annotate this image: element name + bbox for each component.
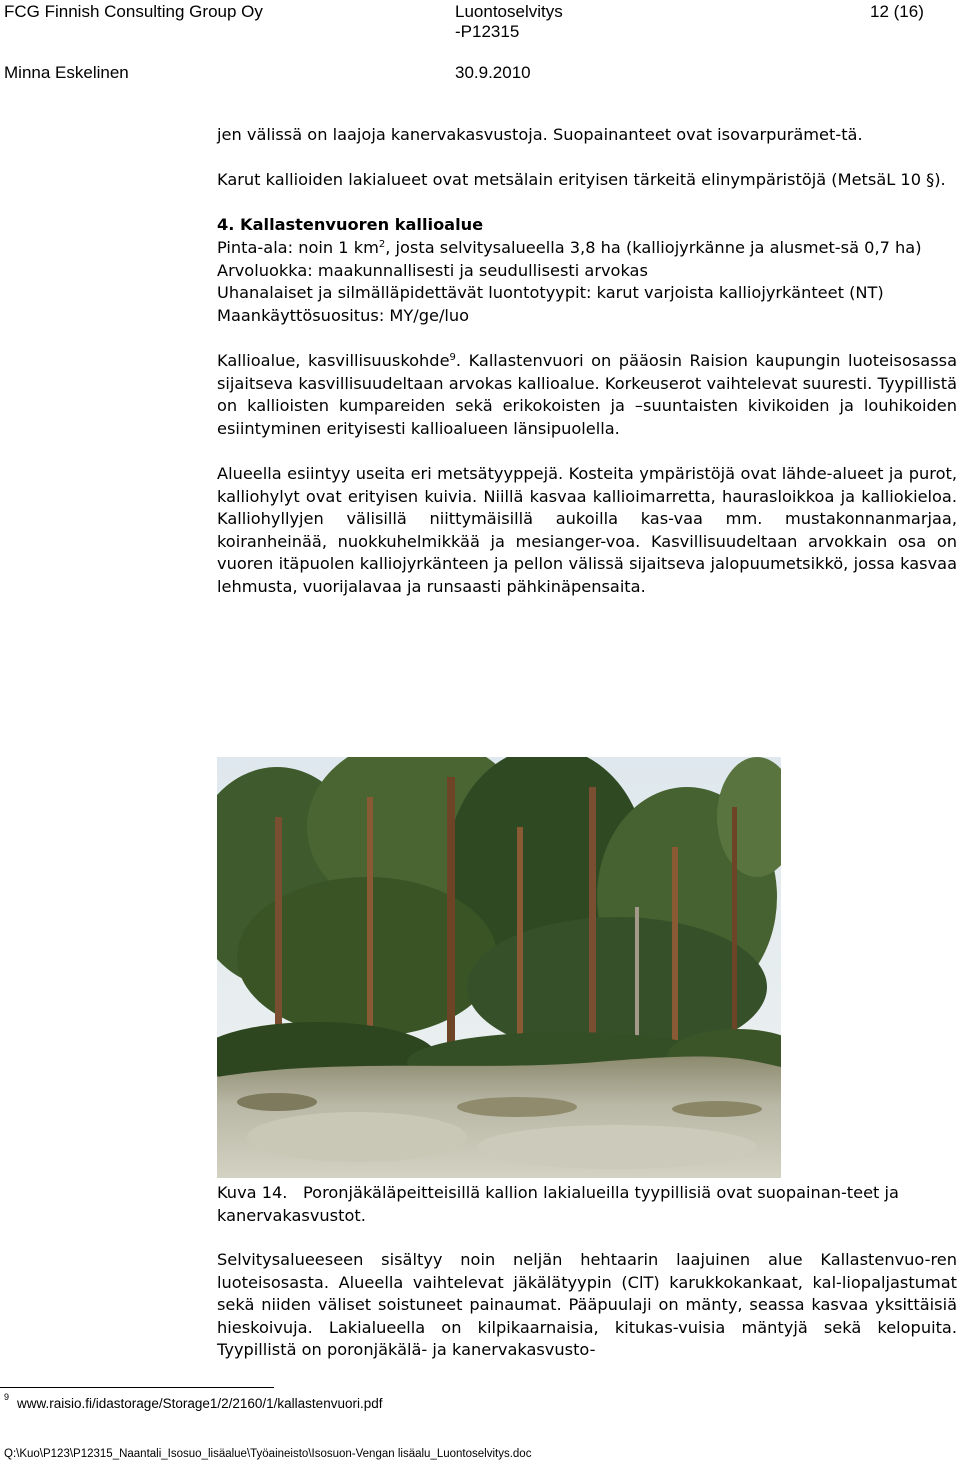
footnote-number: 9 xyxy=(4,1392,10,1402)
footer-file-path: Q:\Kuo\P123\P12315_Naantali_Isosuo_lisäalue\Työaineisto\Isosuon-Vengan lisäalu_Luontoselvitys.doc xyxy=(4,1448,532,1460)
footnote-reference: 9 xyxy=(449,351,456,363)
body-upper xyxy=(217,124,957,598)
paragraph-5: Selvitysalueeseen sisältyy noin neljän hehtaarin laajuinen alue Kallastenvuo-ren luoteisosasta. Alueella vaihtelevat jäkälätyypin (ClT) karukkokankaat, kal-liopaljastumat sekä niiden väliset soistuneet painaumat. Pääpuulaji on mänty, seassa kasvaa yksittäisiä hieskoivuja. Lakialueella on kilpikaarnaisia, kitukas-vuisia mäntyjä sekä kelopuita. Tyypillistä on poronjäkälä- ja kanervakasvusto- xyxy=(217,1250,957,1360)
threatened-habitats-line: Uhanalaiset ja silmälläpidettävät luontotyypit: karut varjoista kalliojyrkänteet (NT) xyxy=(217,283,884,303)
paragraph-3-start: Kallioalue, kasvillisuuskohde xyxy=(217,350,450,370)
body-lower xyxy=(217,1249,957,1362)
area-superscript: 2 xyxy=(378,238,386,250)
figure-caption xyxy=(217,1181,957,1227)
area-line xyxy=(217,237,957,260)
footnote-separator xyxy=(0,1387,274,1388)
figure-label: Kuva 14. xyxy=(217,1183,288,1202)
author-name: Minna Eskelinen xyxy=(4,63,129,82)
company-name: FCG Finnish Consulting Group Oy xyxy=(4,2,263,21)
footnote-link[interactable]: www.raisio.fi/idastorage/Storage1/2/2160/1/kallastenvuori.pdf xyxy=(17,1396,383,1411)
forest-photo xyxy=(217,757,781,1178)
page-number: 12 (16) xyxy=(870,2,924,21)
paragraph-1: jen välissä on laajoja kanervakasvustoja. Suopainanteet ovat isovarpurämet-tä. xyxy=(217,125,863,144)
figure-caption-text: Poronjäkäläpeitteisillä kallion lakialueilla tyypillisiä ovat suopainan-teet ja kanervakasvustot. xyxy=(217,1183,899,1225)
land-use-line: Maankäyttösuositus: MY/ge/luo xyxy=(217,305,470,325)
value-class-line: Arvoluokka: maakunnallisesti ja seudullisesti arvokas xyxy=(217,260,648,280)
paragraph-2: Karut kallioiden lakialueet ovat metsälain erityisen tärkeitä elinympäristöjä (MetsäL 10 §). xyxy=(217,170,946,190)
paragraph-3-rest: . Kallastenvuori on pääosin Raision kaupungin luoteisosassa sijaitseva kasvillisuudeltaan arvokas kallioalue. Korkeuserot vaihtelevat suuresti. Tyypillistä on kallioisten kumpareiden sekä erikokoisten ja –suuntaisten kivikoiden ja louhikoiden esiintyminen erityisesti kallioalueen länsipuolella. xyxy=(217,350,957,438)
footnote xyxy=(4,1392,383,1411)
area-text-rest: , josta selvitysalueella 3,8 ha (kalliojyrkänne ja alusmet-sä 0,7 ha) xyxy=(385,237,922,257)
document-title: Luontoselvitys xyxy=(455,2,563,21)
paragraph-4: Alueella esiintyy useita eri metsätyyppejä. Kosteita ympäristöjä ovat lähde-alueet ja purot, kalliohylyt ovat erityisen kuivia. Niillä kasvaa kallioimarretta, haurasloikkoa ja kalliokieloa. Kalliohyllyjen välisillä niittymäisillä aukoilla kas-vaa mm. mustakonnanmarjaa, koiranheinää, nuokkuhelmikkää ja mesianger-voa. Kasvillisuudeltaan arvokkain osa on vuoren itäpuolen kalliojyrkänteen ja pellon välissä sijaitseva jalopuumetsikkö, jossa kasvaa lehmusta, vuorijalavaa ja runsaasti pähkinäpensaita. xyxy=(217,463,957,596)
document-date: 30.9.2010 xyxy=(455,63,531,82)
paragraph-3 xyxy=(217,350,957,440)
project-code: -P12315 xyxy=(455,22,520,41)
section-heading: 4. Kallastenvuoren kallioalue xyxy=(217,215,484,235)
area-text: Pinta-ala: noin 1 km xyxy=(217,237,379,257)
